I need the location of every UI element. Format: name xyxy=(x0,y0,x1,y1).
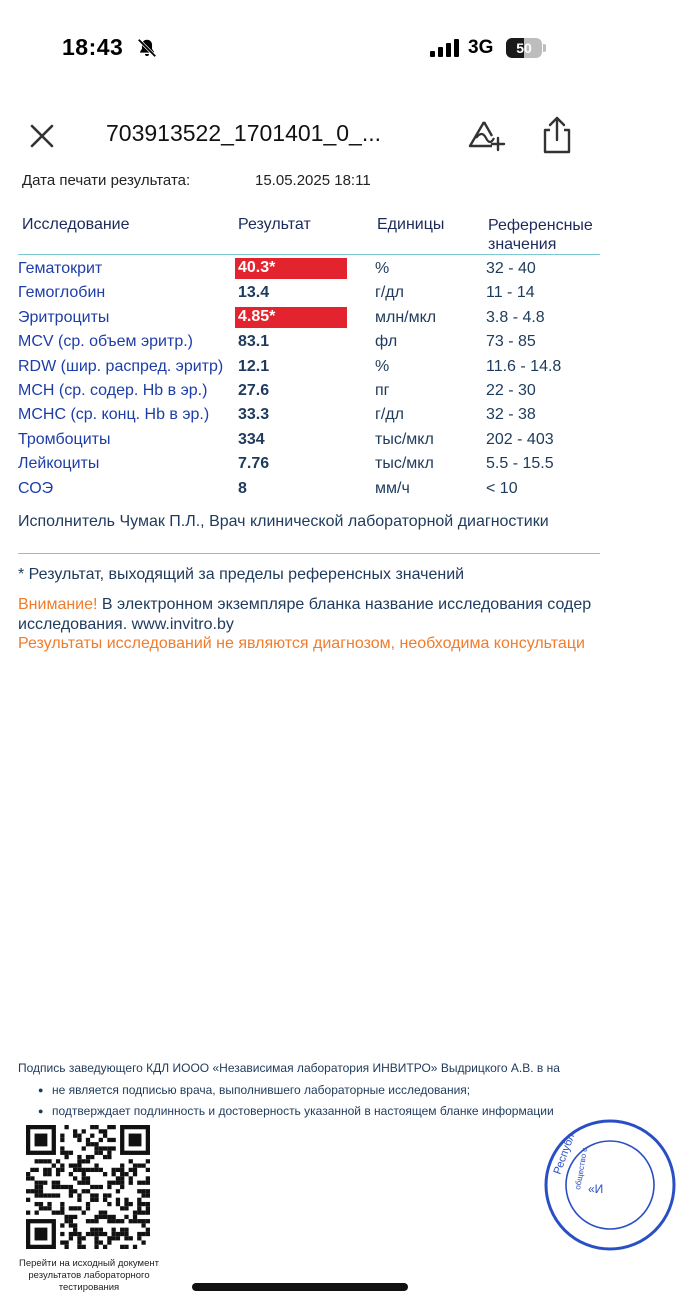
column-reference xyxy=(488,216,593,254)
notice-line xyxy=(18,596,591,614)
table-row xyxy=(0,282,600,306)
test-result: 40.3* xyxy=(235,258,347,279)
signature-bullet: ● не является подписью врача, выполнившего лабораторные исследования; xyxy=(38,1083,470,1097)
test-reference: 202 - 403 xyxy=(486,430,554,448)
test-unit: пг xyxy=(375,382,390,399)
test-reference: 3.8 - 4.8 xyxy=(486,308,545,326)
notice-line-2-text: исследования. xyxy=(18,616,132,633)
test-name: Гемоглобин xyxy=(18,284,106,302)
table-row xyxy=(0,258,600,282)
bell-slash-icon xyxy=(136,37,158,59)
test-result: 83.1 xyxy=(238,333,270,351)
table-row xyxy=(0,307,600,331)
test-reference: 5.5 - 15.5 xyxy=(486,455,554,473)
footnote: * Результат, выходящий за пределы референсных значений xyxy=(18,566,465,583)
test-result: 8 xyxy=(238,479,247,497)
column-reference-line1: Референсные xyxy=(488,217,593,234)
test-result: 334 xyxy=(238,430,265,448)
test-name: MCV (ср. объем эритр.) xyxy=(18,333,193,351)
table-row xyxy=(0,331,600,355)
qr-caption: Перейти на исходный документ результатов лабораторного тестирования xyxy=(19,1258,159,1293)
close-icon[interactable] xyxy=(26,120,58,152)
test-result: 4.85* xyxy=(235,307,347,328)
test-name: Эритроциты xyxy=(18,308,110,326)
test-unit: г/дл xyxy=(375,406,404,424)
svg-text:общество с: общество с xyxy=(573,1146,590,1191)
test-reference: < 10 xyxy=(486,479,518,497)
table-row xyxy=(0,404,600,428)
test-name: MCH (ср. содер. Hb в эр.) xyxy=(18,382,208,399)
column-units: Единицы xyxy=(377,216,445,233)
test-unit: % xyxy=(375,260,390,277)
divider xyxy=(18,553,600,554)
print-date-value: 15.05.2025 18:11 xyxy=(255,172,371,189)
signature-bullet: ● подтверждает подлинность и достоверность указанной в настоящем бланке информации xyxy=(38,1104,554,1118)
test-reference: 22 - 30 xyxy=(486,382,536,399)
test-unit: тыс/мкл xyxy=(375,455,434,473)
table-row xyxy=(0,478,600,502)
test-result: 7.76 xyxy=(238,455,270,473)
test-result: 33.3 xyxy=(238,406,270,424)
battery-tip xyxy=(543,44,546,52)
notice-text: В электронном экземпляре бланка название исследования содер xyxy=(97,596,592,613)
print-date-label: Дата печати результата: xyxy=(22,172,191,189)
table-row xyxy=(0,356,600,380)
test-name: Гематокрит xyxy=(18,260,103,277)
test-reference: 11 - 14 xyxy=(486,284,535,302)
test-name: СОЭ xyxy=(18,479,54,497)
notice-line-2 xyxy=(18,616,234,634)
executor-line: Исполнитель Чумак П.Л., Врач клинической лабораторной диагностики xyxy=(18,513,549,530)
test-reference: 32 - 40 xyxy=(486,260,536,277)
share-icon[interactable] xyxy=(540,115,574,155)
test-name: Тромбоциты xyxy=(18,430,111,448)
svg-text:Республ: Республ xyxy=(551,1132,578,1177)
test-unit: мм/ч xyxy=(375,479,410,497)
test-unit: % xyxy=(375,357,390,375)
test-result: 12.1 xyxy=(238,357,270,375)
signal-icon xyxy=(430,39,460,57)
table-row xyxy=(0,453,600,477)
document-title: 703913522_1701401_0_... xyxy=(106,120,382,146)
test-unit: млн/мкл xyxy=(375,308,437,326)
home-indicator[interactable] xyxy=(192,1283,408,1291)
network-type: 3G xyxy=(468,37,494,58)
table-row xyxy=(0,380,600,404)
battery-level: 50 xyxy=(516,40,532,56)
test-reference: 32 - 38 xyxy=(486,406,536,424)
table-row xyxy=(0,429,600,453)
battery-icon xyxy=(506,38,542,58)
test-name: RDW (шир. распред. эритр) xyxy=(18,357,224,375)
qr-code[interactable] xyxy=(26,1125,150,1249)
column-reference-line2: значения xyxy=(488,236,557,253)
divider xyxy=(18,254,600,255)
test-unit: г/дл xyxy=(375,284,404,302)
test-reference: 11.6 - 14.8 xyxy=(486,357,562,375)
test-unit: фл xyxy=(375,333,398,351)
test-unit: тыс/мкл xyxy=(375,430,434,448)
test-name: Лейкоциты xyxy=(18,455,100,473)
test-result: 27.6 xyxy=(238,382,270,399)
markup-icon[interactable] xyxy=(466,118,506,154)
status-bar xyxy=(0,0,600,90)
test-reference: 73 - 85 xyxy=(486,333,536,351)
svg-text:«И: «И xyxy=(588,1182,604,1196)
signature-line: Подпись заведующего КДЛ ИООО «Независимая лаборатория ИНВИТРО» Выдрицкого А.В. в на xyxy=(18,1061,560,1075)
notice-warning: Внимание! xyxy=(18,596,98,613)
seal-stamp xyxy=(540,1115,680,1255)
column-result: Результат xyxy=(238,216,311,233)
column-study: Исследование xyxy=(22,216,130,233)
test-name: MCHC (ср. конц. Hb в эр.) xyxy=(18,406,210,424)
notice-line-3: Результаты исследований не являются диагнозом, необходима консультаци xyxy=(18,635,585,652)
viewer-header xyxy=(0,100,600,170)
invitro-link[interactable]: www.invitro.by xyxy=(131,616,234,633)
status-time: 18:43 xyxy=(62,34,124,60)
document-page[interactable] xyxy=(0,170,604,1303)
test-result: 13.4 xyxy=(238,284,270,302)
